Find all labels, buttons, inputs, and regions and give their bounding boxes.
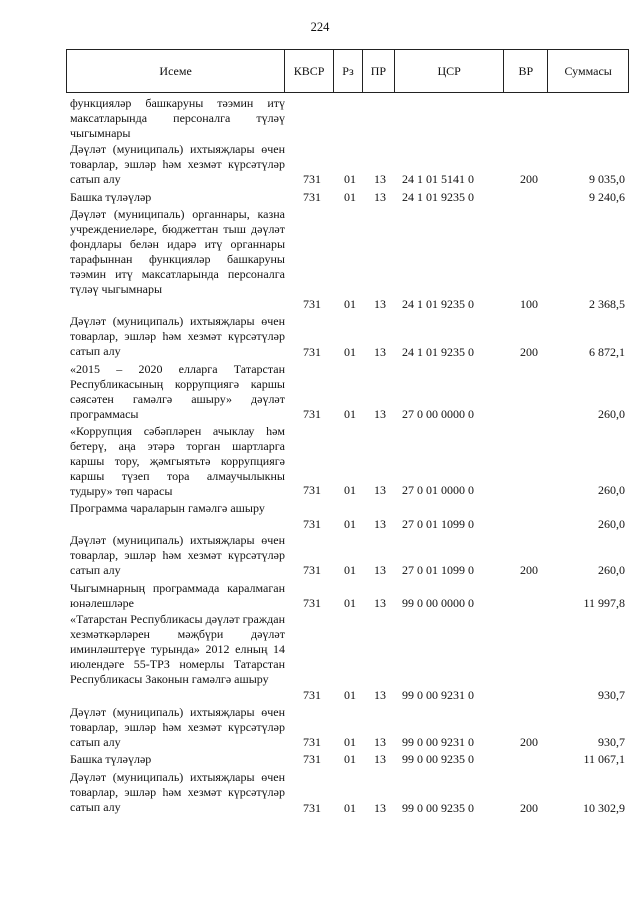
row-kvsr: 731 bbox=[303, 345, 321, 359]
row-name: Чыгымнарның программада каралмаган юнәлешләре bbox=[70, 581, 285, 611]
row-name: Башка түләүләр bbox=[70, 190, 152, 204]
row-pr: 13 bbox=[374, 172, 386, 186]
header-name: Исеме bbox=[67, 50, 285, 92]
row-sum: 11 997,8 bbox=[583, 596, 625, 610]
row-csr: 24 1 01 9235 0 bbox=[402, 297, 474, 311]
row-vr: 200 bbox=[520, 345, 538, 359]
row-vr: 200 bbox=[520, 735, 538, 749]
row-pr: 13 bbox=[374, 297, 386, 311]
header-csr: ЦСР bbox=[395, 50, 505, 92]
row-sum: 260,0 bbox=[598, 517, 625, 531]
row-sum: 930,7 bbox=[598, 688, 625, 702]
row-pr: 13 bbox=[374, 345, 386, 359]
row-kvsr: 731 bbox=[303, 596, 321, 610]
row-csr: 24 1 01 9235 0 bbox=[402, 345, 474, 359]
row-sum: 2 368,5 bbox=[589, 297, 625, 311]
row-csr: 27 0 01 1099 0 bbox=[402, 517, 474, 531]
row-rz: 01 bbox=[344, 297, 356, 311]
row-pr: 13 bbox=[374, 688, 386, 702]
row-rz: 01 bbox=[344, 735, 356, 749]
row-sum: 6 872,1 bbox=[589, 345, 625, 359]
row-name: Дәүләт (муниципаль) органнары, казна учреждениеләре, бюджеттан тыш дәүләт фондлары белән идарә итү органнары тарафыннан функцияләр башкаруны тәэмин итү максатларында персоналга түләү чыгымнары bbox=[70, 207, 285, 297]
row-kvsr: 731 bbox=[303, 563, 321, 577]
row-sum: 260,0 bbox=[598, 563, 625, 577]
row-csr: 27 0 01 1099 0 bbox=[402, 563, 474, 577]
row-csr: 24 1 01 5141 0 bbox=[402, 172, 474, 186]
row-kvsr: 731 bbox=[303, 297, 321, 311]
row-vr: 200 bbox=[520, 563, 538, 577]
row-name: Дәүләт (муниципаль) ихтыяҗлары өчен товарлар, эшләр һәм хезмәт күрсәтүләр сатып алу bbox=[70, 314, 285, 359]
row-pr: 13 bbox=[374, 483, 386, 497]
row-pr: 13 bbox=[374, 735, 386, 749]
row-csr: 99 0 00 9235 0 bbox=[402, 752, 474, 766]
row-csr: 27 0 00 0000 0 bbox=[402, 407, 474, 421]
row-pr: 13 bbox=[374, 407, 386, 421]
row-sum: 260,0 bbox=[598, 483, 625, 497]
row-kvsr: 731 bbox=[303, 752, 321, 766]
row-kvsr: 731 bbox=[303, 407, 321, 421]
row-kvsr: 731 bbox=[303, 735, 321, 749]
row-pr: 13 bbox=[374, 190, 386, 204]
row-rz: 01 bbox=[344, 752, 356, 766]
row-vr: 200 bbox=[520, 172, 538, 186]
header-vr: ВР bbox=[504, 50, 548, 92]
row-name: «2015 – 2020 елларга Татарстан Республикасының коррупциягә каршы сәясәтен гамәлгә ашыру» дәүләт программасы bbox=[70, 362, 285, 422]
row-vr: 100 bbox=[520, 297, 538, 311]
row-csr: 99 0 00 9231 0 bbox=[402, 688, 474, 702]
row-vr: 200 bbox=[520, 801, 538, 815]
row-name: Дәүләт (муниципаль) ихтыяҗлары өчен товарлар, эшләр һәм хезмәт күрсәтүләр сатып алу bbox=[70, 705, 285, 750]
row-pr: 13 bbox=[374, 596, 386, 610]
row-rz: 01 bbox=[344, 483, 356, 497]
row-name: Башка түләүләр bbox=[70, 752, 152, 766]
header-pr: ПР bbox=[363, 50, 395, 92]
row-sum: 10 302,9 bbox=[583, 801, 625, 815]
row-name: Дәүләт (муниципаль) ихтыяҗлары өчен товарлар, эшләр һәм хезмәт күрсәтүләр сатып алу bbox=[70, 533, 285, 578]
row-pr: 13 bbox=[374, 752, 386, 766]
row-kvsr: 731 bbox=[303, 172, 321, 186]
row-rz: 01 bbox=[344, 517, 356, 531]
row-sum: 260,0 bbox=[598, 407, 625, 421]
row-sum: 9 240,6 bbox=[589, 190, 625, 204]
row-kvsr: 731 bbox=[303, 483, 321, 497]
row-csr: 99 0 00 9231 0 bbox=[402, 735, 474, 749]
row-rz: 01 bbox=[344, 190, 356, 204]
row-sum: 9 035,0 bbox=[589, 172, 625, 186]
row-rz: 01 bbox=[344, 345, 356, 359]
row-rz: 01 bbox=[344, 563, 356, 577]
row-rz: 01 bbox=[344, 407, 356, 421]
header-rz: Рз bbox=[334, 50, 363, 92]
table-header bbox=[66, 49, 629, 93]
row-rz: 01 bbox=[344, 172, 356, 186]
row-name: Программа чараларын гамәлгә ашыру bbox=[70, 501, 265, 515]
row-name: «Коррупция сәбәпләрен ачыклау һәм бетерү, аңа этәрә торган шартларга каршы тору, җәмгыятьтә коррупциягә каршы түзеп тора алмаучылыкны тудыру» төп чарасы bbox=[70, 424, 285, 499]
row-name: «Татарстан Республикасы дәүләт граждан хезмәткәрләрен мәҗбүри дәүләт иминләштерүе турында» 2012 елның 14 июлендәге 55-ТРЗ номерлы Татарстан Республикасы Законын гамәлгә ашыру bbox=[70, 612, 285, 687]
row-sum: 11 067,1 bbox=[583, 752, 625, 766]
row-name: функцияләр башкаруны тәэмин итү максатларында персоналга түләү чыгымнары bbox=[70, 96, 285, 141]
row-sum: 930,7 bbox=[598, 735, 625, 749]
row-pr: 13 bbox=[374, 563, 386, 577]
row-kvsr: 731 bbox=[303, 688, 321, 702]
row-kvsr: 731 bbox=[303, 801, 321, 815]
row-csr: 99 0 00 0000 0 bbox=[402, 596, 474, 610]
row-rz: 01 bbox=[344, 688, 356, 702]
row-rz: 01 bbox=[344, 596, 356, 610]
row-csr: 27 0 01 0000 0 bbox=[402, 483, 474, 497]
page-number: 224 bbox=[310, 20, 330, 34]
row-pr: 13 bbox=[374, 801, 386, 815]
row-kvsr: 731 bbox=[303, 190, 321, 204]
row-kvsr: 731 bbox=[303, 517, 321, 531]
header-kvsr: КВСР bbox=[285, 50, 334, 92]
row-name: Дәүләт (муниципаль) ихтыяҗлары өчен товарлар, эшләр һәм хезмәт күрсәтүләр сатып алу bbox=[70, 770, 285, 815]
row-rz: 01 bbox=[344, 801, 356, 815]
row-csr: 99 0 00 9235 0 bbox=[402, 801, 474, 815]
row-csr: 24 1 01 9235 0 bbox=[402, 190, 474, 204]
header-sum: Суммасы bbox=[564, 63, 612, 78]
row-name: Дәүләт (муниципаль) ихтыяҗлары өчен товарлар, эшләр һәм хезмәт күрсәтүләр сатып алу bbox=[70, 142, 285, 187]
row-pr: 13 bbox=[374, 517, 386, 531]
